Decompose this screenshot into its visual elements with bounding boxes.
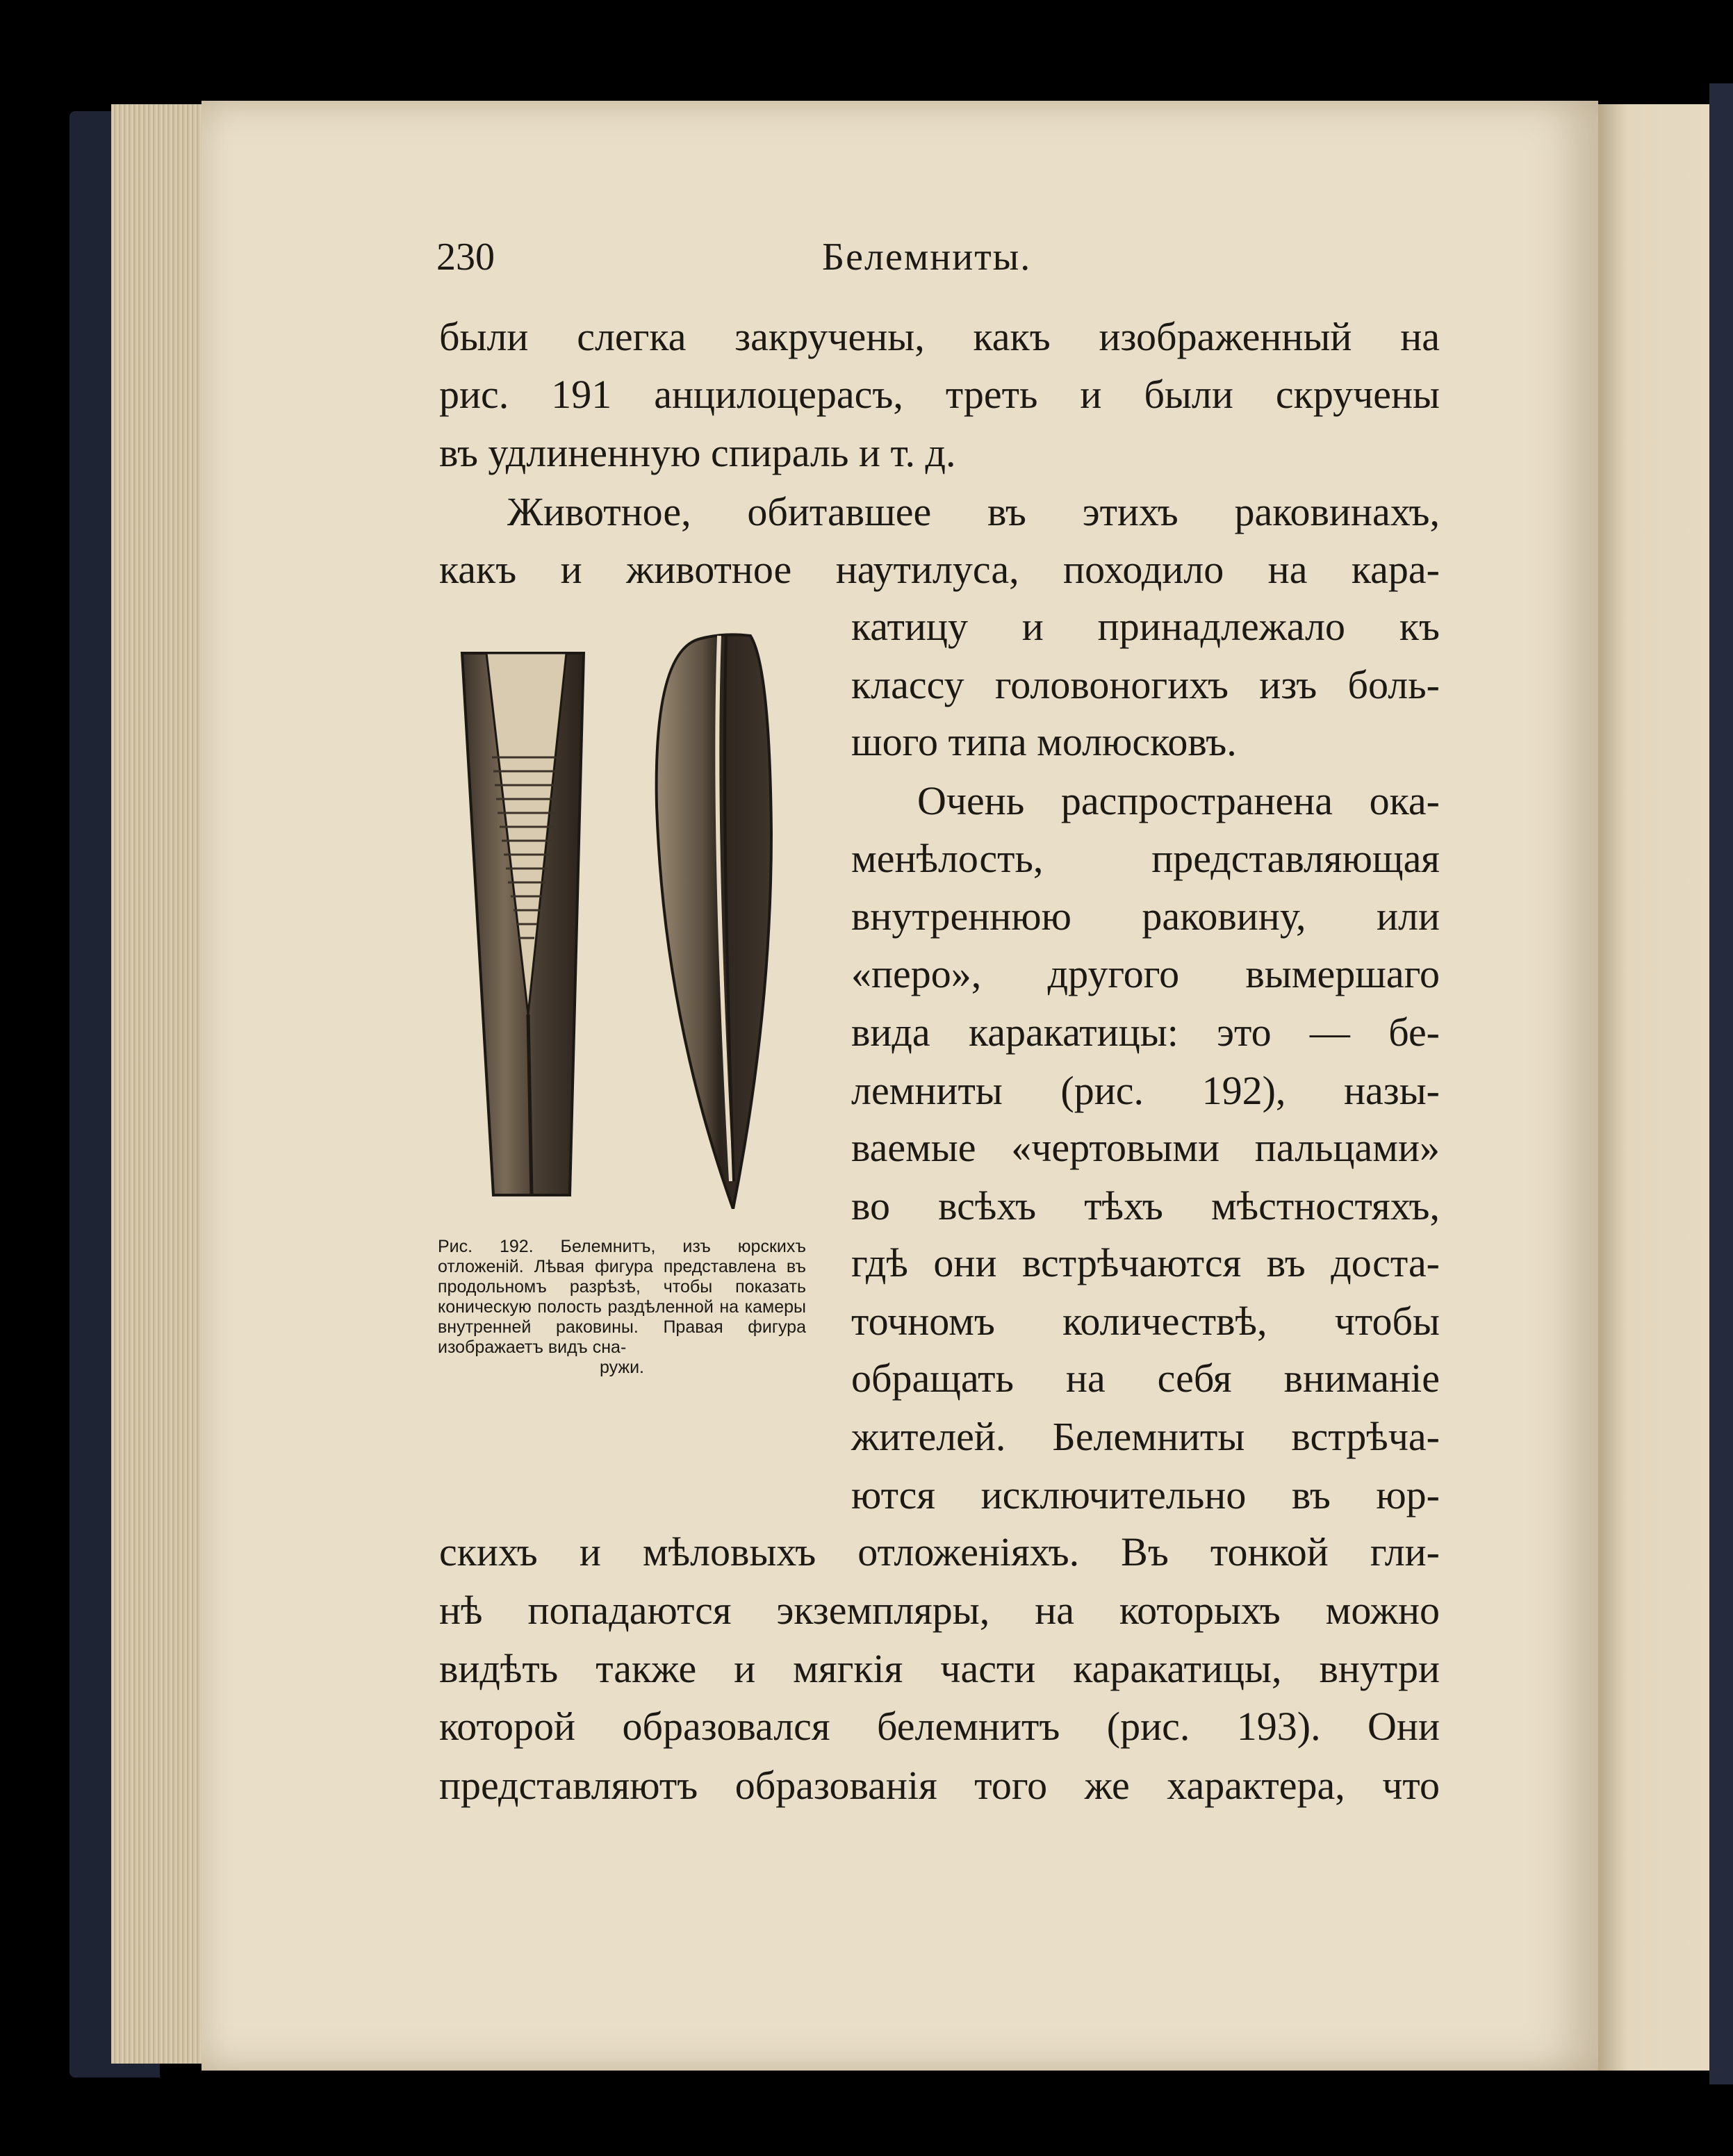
text-line: менѣлость, представляющая [851, 836, 1440, 881]
text-line: ются исключительно въ юр- [851, 1472, 1440, 1517]
text-line: рис. 191 анцилоцерасъ, треть и были скручены [439, 372, 1440, 417]
text-line: катицу и принадлежало къ [851, 604, 1440, 649]
running-title: Белемниты. [822, 236, 1032, 279]
text-line: шого типа молюсковъ. [851, 719, 1237, 764]
text-line: классу головоногихъ изъ боль- [851, 662, 1440, 707]
belemnite-exterior-figure [657, 634, 771, 1209]
belemnite-section-figure [462, 653, 584, 1195]
text-line: какъ и животное наутилуса, походило на кара- [439, 547, 1440, 592]
text-line: вида каракатицы: это — бе- [851, 1010, 1440, 1055]
text-line: жителей. Белемниты встрѣча- [851, 1414, 1440, 1459]
text-line: представляютъ образованія того же характера, что [439, 1763, 1440, 1808]
facing-page-sliver [1598, 104, 1716, 2071]
page-edges [111, 104, 215, 2064]
text-line: въ удлиненную спираль и т. д. [439, 430, 956, 475]
belemnite-illustration [445, 625, 834, 1209]
text-line: были слегка закручены, какъ изображенный на [439, 314, 1440, 359]
text-line: скихъ и мѣловыхъ отложеніяхъ. Въ тонкой гли- [439, 1529, 1440, 1574]
running-head [436, 235, 1444, 290]
text-line: обращать на себя вниманіе [851, 1356, 1440, 1401]
text-line: точномъ количествѣ, чтобы [851, 1299, 1440, 1344]
caption-ending: ружи. [599, 1358, 645, 1377]
text-line: Очень распространена ока- [917, 778, 1440, 823]
text-line: «перо», другого вымершаго [851, 951, 1440, 996]
text-line: лемниты (рис. 192), назы- [851, 1068, 1440, 1113]
caption-text: Рис. 192. Белемнитъ, изъ юрскихъ отложеній. Лѣвая фигура представлена въ продольномъ разрѣзѣ, чтобы показать коническую полость раздѣленной на камеры внутренней раковины. Правая фигура изображаетъ видъ сна- [438, 1237, 806, 1357]
book-cover-right [1709, 83, 1733, 2084]
text-line: во всѣхъ тѣхъ мѣстностяхъ, [851, 1183, 1440, 1228]
text-line: ваемые «чертовыми пальцами» [851, 1125, 1440, 1170]
figure-caption [438, 1237, 806, 1378]
text-line: нѣ попадаются экземпляры, на которыхъ можно [439, 1588, 1440, 1633]
text-line: видѣть также и мягкія части каракатицы, внутри [439, 1646, 1440, 1691]
page-number: 230 [436, 236, 495, 279]
text-line: внутреннюю раковину, или [851, 894, 1440, 939]
text-line: которой образовался белемнитъ (рис. 193). Они [439, 1704, 1440, 1749]
text-line: гдѣ они встрѣчаются въ доста- [851, 1240, 1440, 1285]
text-line: Животное, обитавшее въ этихъ раковинахъ, [507, 489, 1440, 534]
